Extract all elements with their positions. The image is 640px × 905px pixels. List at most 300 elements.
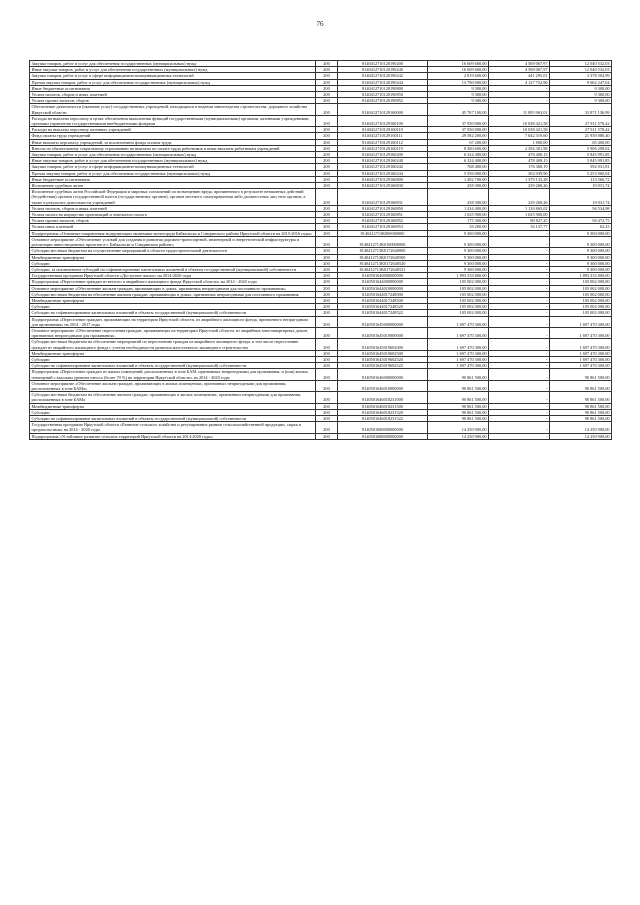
table-cell-code: 200 <box>316 67 338 73</box>
table-cell-code: 200 <box>316 415 338 421</box>
table-cell-classification: 8140412710129160244 <box>338 170 428 176</box>
table-cell-code: 200 <box>316 189 338 206</box>
table-cell-executed: - <box>489 339 550 350</box>
table-cell-unexecuted: 90 861 500,00 <box>550 409 612 415</box>
table-cell-classification: 8140501646010000000 <box>338 380 428 391</box>
table-cell-executed: 1 379 133,28 <box>489 176 550 182</box>
table-cell-approved: 105 002 000,00 <box>428 304 489 310</box>
table-cell-code: 200 <box>316 409 338 415</box>
table-cell-executed: - <box>489 266 550 272</box>
table-cell-approved: 105 002 000,00 <box>428 279 489 285</box>
table-cell-executed: 302 039,96 <box>489 170 550 176</box>
table-cell-executed: 1 139 865,02 <box>489 205 550 211</box>
table-cell-name: Государственная программа Иркутской области «Развитие сельского хозяйства и регулирование рынков сельскохозяйственной продукции, сырья и продовольствия» на 2014 - 2020 годы <box>30 422 316 433</box>
table-cell-unexecuted: 9 300,00 <box>550 85 612 91</box>
table-cell-executed: 478 408,15 <box>489 158 550 164</box>
table-cell-classification: 8140412710120190852 <box>338 98 428 104</box>
table-cell-name: Закупка товаров, работ и услуг для обеспечения государственных (муниципальных) нужд <box>30 152 316 158</box>
table-cell-unexecuted: 9 300 000,00 <box>550 254 612 260</box>
table-row <box>30 236 612 247</box>
table-cell-name: Исполнение судебных актов <box>30 183 316 189</box>
table-cell-unexecuted: 5 845 991,85 <box>550 152 612 158</box>
table-cell-executed: - <box>489 363 550 369</box>
table-cell-classification: 8140501646018231500 <box>338 403 428 409</box>
table-cell-name: Уплата налогов, сборов и иных платежей <box>30 92 316 98</box>
table-cell-approved: 1 492 700,00 <box>428 176 489 182</box>
table-cell-classification: 8140412713К0172640521 <box>338 266 428 272</box>
table-cell-classification: 8140412710129160000 <box>338 104 428 115</box>
table-cell-name: Уплата налога на имущество организаций и земельного налога <box>30 212 316 218</box>
table-cell-code: 200 <box>316 327 338 338</box>
table-cell-classification: 8140412710129160119 <box>338 145 428 151</box>
table-cell-unexecuted: 9 300 000,00 <box>550 266 612 272</box>
table-row <box>30 327 612 338</box>
table-cell-unexecuted: 14 250 900,00 <box>550 433 612 439</box>
table-cell-unexecuted: 9 300 000,00 <box>550 236 612 247</box>
table-cell-unexecuted: 5 845 991,85 <box>550 158 612 164</box>
table-cell-approved: 105 002 000,00 <box>428 297 489 303</box>
table-cell-approved: 1 025 900,00 <box>428 212 489 218</box>
table-cell-unexecuted: 33 871 136,99 <box>550 104 612 115</box>
table-cell-name: Субсидии на софинансирование капитальных вложений в объекты государственной (муниципальной) собственности <box>30 363 316 369</box>
table-cell-name: Субсидии, за исключением субсидий на софинансирование капитальных вложений в объекты государственной (муниципальной) собственности <box>30 266 316 272</box>
page-number: 76 <box>316 20 324 28</box>
table-cell-code: 200 <box>316 133 338 139</box>
table-cell-classification: 8140501680000000000 <box>338 422 428 433</box>
budget-table <box>29 60 612 440</box>
table-cell-approved: 6 324 400,00 <box>428 158 489 164</box>
table-cell-executed: 1 025 900,00 <box>489 212 550 218</box>
table-cell-code: 200 <box>316 339 338 350</box>
table-cell-name: Уплата прочих налогов, сборов <box>30 98 316 104</box>
page-bottom-margin <box>0 880 640 905</box>
table-cell-unexecuted: 90 861 500,00 <box>550 392 612 403</box>
table-cell-code: 200 <box>316 248 338 254</box>
table-cell-approved: 5 556 000,00 <box>428 170 489 176</box>
table-cell-unexecuted: 2 378 304,99 <box>550 73 612 79</box>
table-cell-name: Иные закупки товаров, работ и услуг для обеспечения государственных (муниципальных) нужд <box>30 158 316 164</box>
table-cell-classification: 8140412713К0100000000 <box>338 236 428 247</box>
table-cell-executed: - <box>489 310 550 316</box>
table-cell-unexecuted: 105 002 000,00 <box>550 297 612 303</box>
table-cell-name: Уплата налогов, сборов и иных платежей <box>30 205 316 211</box>
table-cell-code: 200 <box>316 297 338 303</box>
table-cell-unexecuted: 105 002 000,00 <box>550 279 612 285</box>
table-cell-name: Субсидии <box>30 409 316 415</box>
table-cell-approved: 16 609 600,00 <box>428 67 489 73</box>
table-cell-executed: 4 127 752,96 <box>489 79 550 85</box>
table-cell-approved: 258 300,00 <box>428 183 489 189</box>
table-cell-unexecuted: 19 031,74 <box>550 189 612 206</box>
table-cell-classification: 8140501645019602522 <box>338 363 428 369</box>
table-cell-executed: 7 642 319,60 <box>489 133 550 139</box>
table-cell-classification: 8140412710120190800 <box>338 85 428 91</box>
table-cell-name: Основное мероприятие «Обеспечение жильем граждан, проживающих в домах, признанных непригодными для постоянного проживания» <box>30 285 316 291</box>
table-cell-approved: 37 950 000,00 <box>428 115 489 126</box>
table-cell-code: 200 <box>316 224 338 230</box>
table-cell-name: Субсидии <box>30 356 316 362</box>
table-cell-unexecuted: 90 861 500,00 <box>550 369 612 380</box>
table-row <box>30 104 612 115</box>
table-cell-classification: 8140412710120190242 <box>338 73 428 79</box>
table-cell-classification: 8140501646018231522 <box>338 415 428 421</box>
table-cell-unexecuted: 21 939 880,40 <box>550 133 612 139</box>
table-cell-name: Обеспечение деятельности (оказание услуг) государственных учреждений, находящихся в ведении министерства строительства, дорожного хозяйства Иркутской области <box>30 104 316 115</box>
table-cell-unexecuted: 105 002 000,00 <box>550 310 612 316</box>
table-cell-code: 200 <box>316 170 338 176</box>
table-cell-name: Подпрограмма «Основные направления модернизации экономики моногорода Байкальска и Слюдянского района Иркутской области на 2015-2016 годы» <box>30 230 316 236</box>
table-cell-approved: 1 893 333 800,00 <box>428 273 489 279</box>
table-cell-code: 200 <box>316 230 338 236</box>
table-cell-code: 200 <box>316 254 338 260</box>
table-cell-code: 200 <box>316 127 338 133</box>
table-cell-classification: 8140501644017248500 <box>338 297 428 303</box>
table-cell-code: 200 <box>316 152 338 158</box>
table-cell-unexecuted: 5 253 960,04 <box>550 170 612 176</box>
table-cell-classification: 8140501646018231520 <box>338 409 428 415</box>
table-cell-approved: 16 609 600,00 <box>428 61 489 67</box>
table-cell-approved: 9 300,00 <box>428 85 489 91</box>
table-cell-unexecuted: 9 300,00 <box>550 98 612 104</box>
table-cell-classification: 8140412710120190850 <box>338 92 428 98</box>
table-cell-classification: 8140412710129160831 <box>338 189 428 206</box>
table-row <box>30 115 612 126</box>
table-cell-code: 200 <box>316 164 338 170</box>
table-cell-approved: 9 300 000,00 <box>428 260 489 266</box>
table-cell-code: 200 <box>316 92 338 98</box>
table-cell-executed: 176 368,19 <box>489 164 550 170</box>
table-cell-code: 200 <box>316 158 338 164</box>
table-cell-classification: 8140412713К0172640000 <box>338 248 428 254</box>
table-cell-unexecuted: 14 250 900,00 <box>550 422 612 433</box>
table-cell-approved: 90 861 500,00 <box>428 403 489 409</box>
table-cell-executed: - <box>489 369 550 380</box>
table-cell-code: 200 <box>316 98 338 104</box>
table-cell-code: 200 <box>316 273 338 279</box>
table-cell-approved: 90 861 500,00 <box>428 415 489 421</box>
table-cell-name: Расходы на выплаты персоналу в целях обеспечения выполнения функций государственными (муниципальными) органами, казенными учреждениями, органами управления государственными внебюджетными фондами <box>30 115 316 126</box>
table-cell-name: Уплата прочих налогов, сборов <box>30 218 316 224</box>
table-cell-executed: - <box>489 248 550 254</box>
table-cell-code: 200 <box>316 310 338 316</box>
table-cell-name: Подпрограмма «Переселение граждан, проживающих на территории Иркутской области, из аварийного жилищного фонда, признанного непригодным для проживания» на 2014 - 2017 годы <box>30 316 316 327</box>
table-cell-executed: - <box>489 236 550 247</box>
table-cell-approved: 45 767 100,00 <box>428 104 489 115</box>
table-cell-approved: 9 300 000,00 <box>428 254 489 260</box>
table-cell-unexecuted: 1 697 470 300,00 <box>550 327 612 338</box>
table-cell-unexecuted: 94 534,98 <box>550 205 612 211</box>
table-cell-classification: 8140501645010000000 <box>338 327 428 338</box>
table-cell-classification: 8140412710129160800 <box>338 176 428 182</box>
table-cell-approved: 768 400,00 <box>428 164 489 170</box>
table-cell-executed: - <box>489 403 550 409</box>
table-cell-name: Закупка товаров, работ и услуг в сфере информационно-коммуникационных технологий <box>30 164 316 170</box>
table-cell-code: 200 <box>316 369 338 380</box>
table-cell-approved: 1 697 470 300,00 <box>428 350 489 356</box>
table-cell-classification: 8140501644017248520 <box>338 304 428 310</box>
table-cell-unexecuted: 62,23 <box>550 224 612 230</box>
table-cell-unexecuted: 1 697 470 300,00 <box>550 350 612 356</box>
table-cell-approved: 29 582 200,00 <box>428 133 489 139</box>
table-cell-name: Основное мероприятие «Обеспечение переселения граждан, проживающих на территории Иркутской области, из аварийных многоквартирных домов, признанных непригодными для проживания» <box>30 327 316 338</box>
table-cell-code: 200 <box>316 304 338 310</box>
table-cell-approved: 67 200,00 <box>428 139 489 145</box>
table-cell-classification: 8140412710129160112 <box>338 139 428 145</box>
table-cell-name: Уплата иных платежей <box>30 224 316 230</box>
table-cell-unexecuted: 19 031,74 <box>550 183 612 189</box>
table-cell-unexecuted: 90 861 500,00 <box>550 403 612 409</box>
table-cell-approved: 105 002 000,00 <box>428 291 489 297</box>
table-cell-unexecuted: 105 002 000,00 <box>550 304 612 310</box>
table-cell-code: 200 <box>316 380 338 391</box>
table-cell-approved: 6 324 400,00 <box>428 152 489 158</box>
table-cell-approved: 9 300 000,00 <box>428 266 489 272</box>
table-row <box>30 433 612 439</box>
table-row <box>30 339 612 350</box>
table-cell-code: 200 <box>316 433 338 439</box>
table-cell-approved: 90 861 500,00 <box>428 392 489 403</box>
table-cell-code: 200 <box>316 236 338 247</box>
table-cell-code: 200 <box>316 291 338 297</box>
table-cell-executed: 478 408,15 <box>489 152 550 158</box>
table-row <box>30 392 612 403</box>
table-cell-approved: 13 790 000,00 <box>428 79 489 85</box>
table-cell-code: 200 <box>316 403 338 409</box>
table-cell-executed: 239 268,26 <box>489 189 550 206</box>
table-cell-classification: 8140412710129160200 <box>338 152 428 158</box>
table-cell-classification: 8140412713К0172640500 <box>338 254 428 260</box>
table-cell-name: Основное мероприятие «Обеспечение условий для создания и развития дорожно-транспортной, инженерной и энергетической инфраструктуры и реализации инвестиционных проектов в г. Байкальске и Слюдянском районе» <box>30 236 316 247</box>
table-cell-executed: - <box>489 304 550 310</box>
table-cell-name: Исполнение судебных актов Российской Федерации и мировых соглашений по возмещению вреда, причиненного в результате незаконных действий (бездействия) органов государственной власти (государственных органов), органов местного самоуправления либо должностных лиц этих органов, а также в результате деятельности учреждений <box>30 189 316 206</box>
table-cell-executed: - <box>489 380 550 391</box>
table-cell-executed: - <box>489 92 550 98</box>
table-cell-unexecuted: 5 906 298,02 <box>550 145 612 151</box>
table-cell-approved: 9 300 000,00 <box>428 230 489 236</box>
table-cell-approved: 1 697 470 300,00 <box>428 339 489 350</box>
table-cell-name: Взносы по обязательному социальному страхованию на выплаты по оплате труда работников и иные выплаты работникам учреждений <box>30 145 316 151</box>
table-cell-name: Фонд оплаты труда учреждений <box>30 133 316 139</box>
table-cell-code: 200 <box>316 205 338 211</box>
table-cell-code: 200 <box>316 260 338 266</box>
table-cell-name: Субсидии местным бюджетам на осуществление мероприятий в области градостроительной деятельности <box>30 248 316 254</box>
table-cell-classification: 8140412710129160851 <box>338 212 428 218</box>
table-cell-name: Государственная программа Иркутской области «Доступное жилье» на 2014-2020 годы <box>30 273 316 279</box>
table-cell-approved: 9 300 000,00 <box>428 248 489 254</box>
table-cell-code: 200 <box>316 356 338 362</box>
table-cell-executed: - <box>489 327 550 338</box>
table-cell-code: 200 <box>316 73 338 79</box>
table-cell-executed: - <box>489 291 550 297</box>
table-cell-classification: 8140501640000000000 <box>338 273 428 279</box>
table-cell-approved: 33 200,00 <box>428 224 489 230</box>
table-cell-code: 200 <box>316 363 338 369</box>
table-cell-code: 200 <box>316 115 338 126</box>
table-cell-classification: 8140412710129160240 <box>338 158 428 164</box>
table-cell-name: Прочая закупка товаров, работ и услуг для обеспечения государственных (муниципальных) нужд <box>30 79 316 85</box>
table-cell-unexecuted: 9 300 000,00 <box>550 260 612 266</box>
table-cell-unexecuted: 90 861 500,00 <box>550 380 612 391</box>
table-cell-name: Субсидии <box>30 304 316 310</box>
table-cell-unexecuted: 1 697 470 300,00 <box>550 316 612 327</box>
table-cell-unexecuted: 113 566,72 <box>550 176 612 182</box>
table-cell-executed: - <box>489 409 550 415</box>
table-cell-executed: - <box>489 415 550 421</box>
table-cell-approved: 37 950 000,00 <box>428 127 489 133</box>
table-cell-executed: - <box>489 254 550 260</box>
table-cell-classification: 8140412710120190240 <box>338 67 428 73</box>
table-cell-code: 200 <box>316 285 338 291</box>
table-cell-approved: 1 697 470 300,00 <box>428 327 489 338</box>
table-cell-name: Иные выплаты персоналу учреждений, за исключением фонда оплаты труда <box>30 139 316 145</box>
table-cell-unexecuted: 592 031,81 <box>550 164 612 170</box>
table-cell-name: Межбюджетные трансферты <box>30 350 316 356</box>
table-cell-executed: 239 268,26 <box>489 183 550 189</box>
table-cell-executed: 10 038 421,58 <box>489 115 550 126</box>
table-cell-classification: 8140501645019602000 <box>338 339 428 350</box>
table-cell-executed: 4 569 067,97 <box>489 61 550 67</box>
table-cell-approved: 90 861 500,00 <box>428 369 489 380</box>
table-cell-classification: 8140412713К0172640520 <box>338 260 428 266</box>
table-cell-name: Субсидии местным бюджетам на обеспечение жильем граждан, проживающих в домах, признанных непригодными для постоянного проживания <box>30 291 316 297</box>
table-cell-executed: - <box>489 433 550 439</box>
table-cell-executed: 10 038 421,58 <box>489 127 550 133</box>
table-cell-name: Закупка товаров, работ и услуг в сфере информационно-коммуникационных технологий <box>30 73 316 79</box>
table-cell-unexecuted: 9 662 247,04 <box>550 79 612 85</box>
table-cell-approved: 9 300,00 <box>428 92 489 98</box>
table-cell-executed: 80 827,25 <box>489 218 550 224</box>
table-cell-name: Иные бюджетные ассигнования <box>30 176 316 182</box>
table-cell-unexecuted: 1 697 470 300,00 <box>550 363 612 369</box>
table-cell-code: 200 <box>316 139 338 145</box>
table-cell-classification: 8140501645019602500 <box>338 350 428 356</box>
table-cell-unexecuted: 1 893 333 800,00 <box>550 273 612 279</box>
table-cell-unexecuted: 105 002 000,00 <box>550 291 612 297</box>
table-cell-classification: 8140501646018231000 <box>338 392 428 403</box>
table-cell-code: 200 <box>316 266 338 272</box>
table-cell-executed: - <box>489 316 550 327</box>
table-cell-code: 200 <box>316 392 338 403</box>
table-cell-unexecuted: 94 472,75 <box>550 218 612 224</box>
table-cell-classification: 8140501645019602520 <box>338 356 428 362</box>
table-cell-approved: 105 002 000,00 <box>428 310 489 316</box>
table-cell-name: Основное мероприятие «Обеспечение жильем граждан, проживающих в жилых помещениях, признанных непригодными для проживания, расположенных в зоне БАМа» <box>30 380 316 391</box>
table-cell-classification: 8140412710120190244 <box>338 79 428 85</box>
table-cell-unexecuted: 105 002 000,00 <box>550 285 612 291</box>
table-cell-code: 200 <box>316 104 338 115</box>
table-cell-code: 200 <box>316 61 338 67</box>
table-cell-approved: 2 819 600,00 <box>428 73 489 79</box>
table-cell-executed: - <box>489 98 550 104</box>
table-cell-name: Подпрограмма «Переселение граждан из ветхого и аварийного жилищного фонда Иркутской области» на 2014 - 2020 годы <box>30 279 316 285</box>
table-row <box>30 369 612 380</box>
table-cell-approved: 1 697 470 300,00 <box>428 363 489 369</box>
table-cell-classification: 8140412710129160830 <box>338 183 428 189</box>
table-cell-code: 200 <box>316 79 338 85</box>
table-cell-approved: 9 300,00 <box>428 98 489 104</box>
table-cell-unexecuted: 9 300 000,00 <box>550 230 612 236</box>
table-cell-executed: - <box>489 85 550 91</box>
table-cell-executed: 2 394 301,98 <box>489 145 550 151</box>
table-body <box>30 61 612 440</box>
table-cell-name: Субсидии местным бюджетам на обеспечение жильем граждан, проживающих в жилых помещениях, признанных непригодными для проживания, расположенных в зоне БАМа <box>30 392 316 403</box>
table-cell-executed: 441 295,01 <box>489 73 550 79</box>
table-cell-code: 200 <box>316 279 338 285</box>
table-cell-code: 200 <box>316 145 338 151</box>
table-cell-code: 200 <box>316 176 338 182</box>
table-cell-executed: 1 800,00 <box>489 139 550 145</box>
table-cell-code: 200 <box>316 212 338 218</box>
table-cell-name: Прочая закупка товаров, работ и услуг для обеспечения государственных (муниципальных) нужд <box>30 170 316 176</box>
table-cell-executed: - <box>489 260 550 266</box>
table-cell-name: Субсидии местным бюджетам на обеспечение мероприятий по переселению граждан из аварийного жилищного фонда, в том числе переселению граждан из аварийного жилищного фонда с учетом необходимости развития малоэтажного жилищного строительства <box>30 339 316 350</box>
table-cell-name: Субсидии <box>30 260 316 266</box>
table-cell-approved: 1 697 470 300,00 <box>428 356 489 362</box>
table-cell-classification: 8140501688000000000 <box>338 433 428 439</box>
table-cell-name: Субсидии на софинансирование капитальных вложений в объекты государственной (муниципальной) собственности <box>30 415 316 421</box>
table-cell-classification: 8140501644017248000 <box>338 291 428 297</box>
table-cell-approved: 14 250 900,00 <box>428 422 489 433</box>
table-cell-classification: 8140501645000000000 <box>338 316 428 327</box>
table-cell-executed: - <box>489 422 550 433</box>
table-cell-approved: 8 300 600,00 <box>428 145 489 151</box>
table-cell-approved: 258 300,00 <box>428 189 489 206</box>
table-cell-unexecuted: 65 400,00 <box>550 139 612 145</box>
table-cell-name: Расходы на выплаты персоналу казенных учреждений <box>30 127 316 133</box>
table-cell-approved: 105 002 000,00 <box>428 285 489 291</box>
table-cell-executed: - <box>489 297 550 303</box>
table-cell-classification: 8140501644010000000 <box>338 285 428 291</box>
table-cell-executed: 4 569 067,97 <box>489 67 550 73</box>
table-cell-name: Иные бюджетные ассигнования <box>30 85 316 91</box>
table-cell-unexecuted: 27 911 578,42 <box>550 127 612 133</box>
table-cell-classification: 8140501644000000000 <box>338 279 428 285</box>
table-cell-classification: 8140412710120190200 <box>338 61 428 67</box>
table-row <box>30 316 612 327</box>
table-cell-unexecuted: 1 697 470 300,00 <box>550 339 612 350</box>
table-cell-classification: 8140412710129160110 <box>338 127 428 133</box>
table-cell-approved: 9 300 000,00 <box>428 236 489 247</box>
table-cell-classification: 8140412710129160850 <box>338 205 428 211</box>
table-cell-approved: 1 697 470 300,00 <box>428 316 489 327</box>
table-cell-approved: 14 250 900,00 <box>428 433 489 439</box>
table-cell-code: 200 <box>316 350 338 356</box>
table-cell-approved: 175 300,00 <box>428 218 489 224</box>
table-cell-approved: 90 861 500,00 <box>428 409 489 415</box>
table-cell-approved: 1 234 400,00 <box>428 205 489 211</box>
table-cell-classification: 8140412710129160111 <box>338 133 428 139</box>
table-cell-name: Подпрограмма «Переселение граждан из жилых помещений, расположенных в зоне БАМ, признанных непригодными для проживания, и (или) жилых помещений с высоким уровнем износа (более 70 %) на территории Иркутской области» на 2014 - 2020 годы <box>30 369 316 380</box>
table-cell-name: Субсидии на софинансирование капитальных вложений в объекты государственной (муниципальной) собственности <box>30 310 316 316</box>
table-cell-classification: 8140412710129160100 <box>338 115 428 126</box>
table-cell-classification: 8140412710129160852 <box>338 218 428 224</box>
table-cell-executed: - <box>489 392 550 403</box>
table-row <box>30 189 612 206</box>
table-cell-name: Закупка товаров, работ и услуг для обеспечения государственных (муниципальных) нужд <box>30 61 316 67</box>
table-cell-executed: - <box>489 356 550 362</box>
table-cell-executed: 11 895 963,01 <box>489 104 550 115</box>
table-cell-name: Межбюджетные трансферты <box>30 403 316 409</box>
table-cell-unexecuted: 12 040 532,03 <box>550 67 612 73</box>
table-cell-code: 200 <box>316 85 338 91</box>
table-cell-unexecuted: 12 040 532,03 <box>550 61 612 67</box>
table-cell-classification: 8140412713К000000000 <box>338 230 428 236</box>
table-cell-unexecuted: 27 911 578,42 <box>550 115 612 126</box>
table-cell-executed: - <box>489 230 550 236</box>
table-cell-classification: 8140501644017248522 <box>338 310 428 316</box>
table-cell-unexecuted: 9 300 000,00 <box>550 248 612 254</box>
table-cell-executed: - <box>489 350 550 356</box>
